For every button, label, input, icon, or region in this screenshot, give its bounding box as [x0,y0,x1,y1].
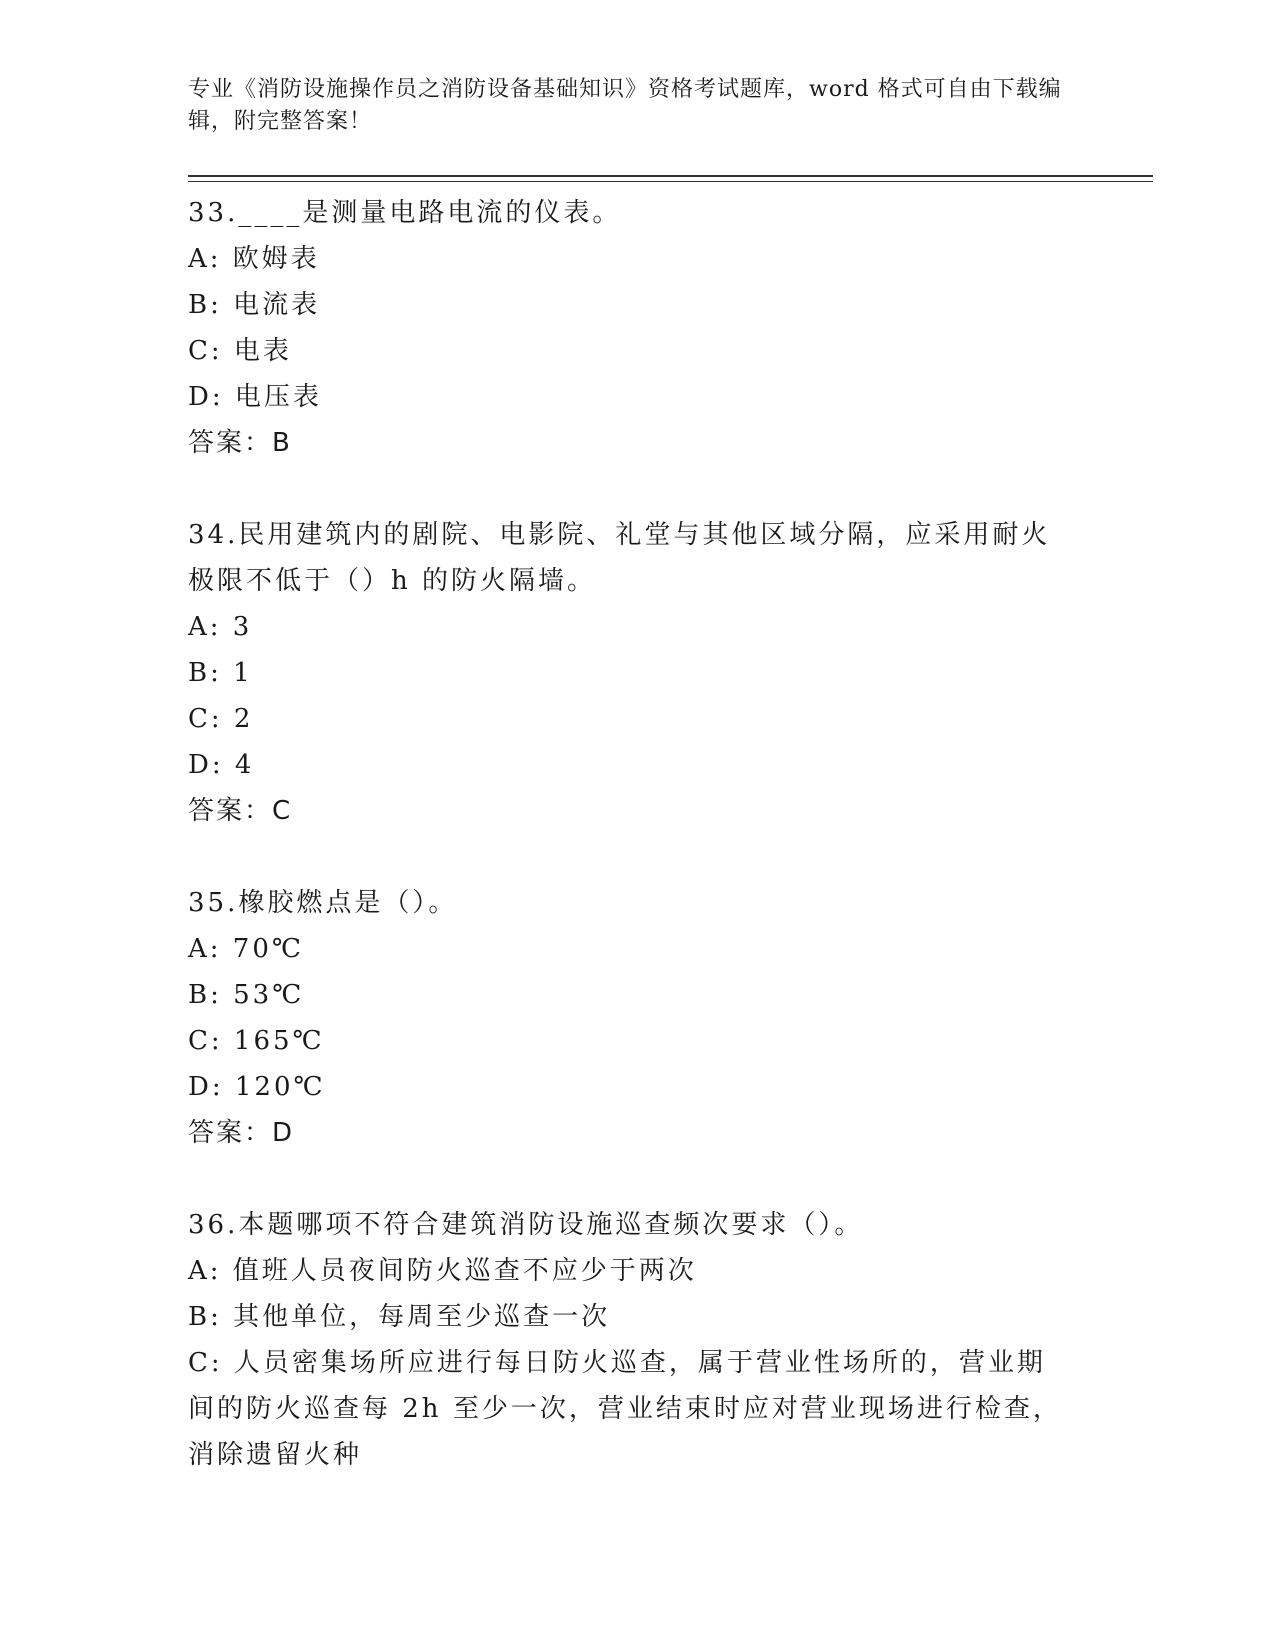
option-c: C: 2 [188,704,254,734]
question-36 [188,1202,1088,1478]
header-divider-thick [188,175,1153,177]
question-34 [188,512,1088,834]
answer: 答案：C [188,796,293,826]
question-text: 33.____是测量电路电流的仪表。 [188,198,622,228]
header-divider-thin [188,181,1153,182]
option-d: D: 4 [188,750,255,780]
question-35 [188,880,1088,1156]
option-b: B: 电流表 [188,290,321,320]
question-33 [188,190,1088,466]
option-b: B: 53℃ [188,980,305,1010]
option-c: C: 人员密集场所应进行每日防火巡查，属于营业性场所的，营业期间的防火巡查每 2h 至少一次，营业结束时应对营业现场进行检查，消除遗留火种 [188,1348,1062,1470]
answer: 答案：D [188,1118,295,1148]
option-a: A: 70℃ [188,934,304,964]
question-text: 36.本题哪项不符合建筑消防设施巡查频次要求（）。 [188,1210,864,1240]
question-text: 34.民用建筑内的剧院、电影院、礼堂与其他区域分隔，应采用耐火极限不低于（）h 的防火隔墙。 [188,520,1051,596]
document-header: 专业《消防设施操作员之消防设备基础知识》资格考试题库，word 格式可自由下载编辑，附完整答案！ [188,77,1062,134]
option-a: A: 3 [188,612,253,642]
option-d: D: 120℃ [188,1072,326,1102]
question-text: 35.橡胶燃点是（）。 [188,888,458,918]
option-c: C: 165℃ [188,1026,325,1056]
option-b: B: 其他单位，每周至少巡查一次 [188,1302,611,1332]
option-b: B: 1 [188,658,253,688]
option-a: A: 欧姆表 [188,244,320,274]
option-d: D: 电压表 [188,382,322,412]
option-a: A: 值班人员夜间防火巡查不应少于两次 [188,1256,697,1286]
answer: 答案：B [188,428,292,458]
question-list [188,190,1088,1524]
option-c: C: 电表 [188,336,292,366]
